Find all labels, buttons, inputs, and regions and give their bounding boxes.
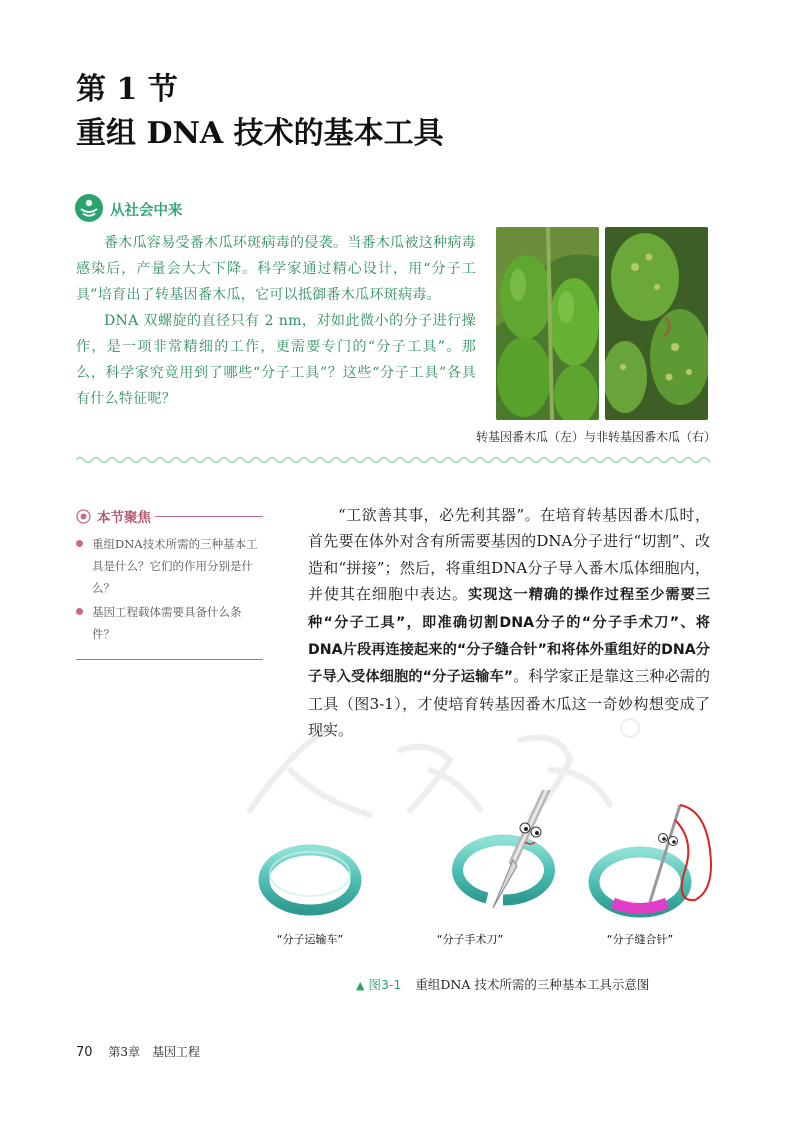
figure-caption (356, 975, 649, 993)
tool-label-needle: “分子缝合针” (606, 933, 674, 946)
tool-label-scalpel: “分子手术刀” (436, 933, 504, 946)
focus-list (76, 533, 263, 645)
transgenic-papaya-photo (496, 227, 599, 420)
triangle-icon: ▲ (356, 979, 365, 992)
focus-item: 重组DNA技术所需的三种基本工具是什么？它们的作用分别是什么？ (76, 533, 263, 599)
intro-text (76, 230, 476, 412)
wave-divider (76, 453, 710, 467)
focus-divider (155, 516, 263, 517)
intro-paragraph-2: DNA 双螺旋的直径只有 2 nm，对如此微小的分子进行操作，是一项非常精细的工作，更需要专门的“分子工具”。那么，科学家究竟用到了哪些“分子工具”？这些“分子工具”各具有什么特征呢？ (76, 313, 476, 407)
focus-item: 基因工程载体需要具备什么条件？ (76, 601, 263, 645)
focus-title: 本节聚焦 (97, 510, 151, 526)
intro-paragraph-1: 番木瓜容易受番木瓜环斑病毒的侵袭。当番木瓜被这种病毒感染后，产量会大大下降。科学家通过精心设计，用“分子工具”培育出了转基因番木瓜，它可以抵御番木瓜环斑病毒。 (76, 235, 476, 303)
page-footer (76, 1043, 200, 1060)
chapter-name: 第3章 基因工程 (108, 1045, 201, 1059)
main-text (308, 502, 710, 744)
tool-label-vector: “分子运输车” (276, 933, 344, 946)
non-transgenic-papaya-photo (605, 227, 708, 420)
figure-caption-text: 重组DNA 技术所需的三种基本工具示意图 (415, 977, 650, 992)
from-society-label: 从社会中来 (110, 203, 183, 219)
restriction-enzyme-scalpel (458, 790, 551, 908)
figure-number: 图3-1 (368, 977, 402, 992)
section-focus-box (76, 505, 263, 660)
ligase-needle (594, 805, 711, 912)
main-emphasis: 实现这一精确的操作过程至少需要三种“分子工具”，即准确切割DNA分子的“分子手术刀”、将DNA片段再连接起来的“分子缝合针”和将体外重组好的DNA分子导入受体细胞的“分子运输车” (308, 587, 710, 686)
bullet-icon (76, 608, 83, 615)
vector-ring (264, 850, 356, 910)
photo-caption: 转基因番木瓜（左）与非转基因番木瓜（右） (476, 430, 717, 444)
focus-bottom-divider (76, 659, 263, 660)
society-icon (74, 193, 104, 223)
section-number: 第 1 节 (76, 72, 178, 107)
target-icon (76, 509, 91, 524)
bullet-icon (76, 540, 83, 547)
main-paragraph: “工欲善其事，必先利其器”。在培育转基因番木瓜时，首先要在体外对含有所需要基因的DNA分子进行“切割”、改造和“拼接”；然后，将重组DNA分子导入番木瓜体细胞内，并使其在细胞中表达。实现这一精确的操作过程至少需要三种“分子工具”，即准确切割DNA分子的“分子手术刀”、将DNA片段再连接起来的“分子缝合针”和将体外重组好的DNA分子导入受体细胞的“分子运输车”。科学家正是靠这三种必需的工具（图3-1），才使培育转基因番木瓜这一奇妙构想变成了现实。 (308, 506, 710, 740)
figure-three-tools (255, 790, 725, 950)
section-title: 重组 DNA 技术的基本工具 (76, 116, 444, 151)
page-number: 70 (76, 1045, 93, 1060)
focus-header (76, 505, 263, 527)
